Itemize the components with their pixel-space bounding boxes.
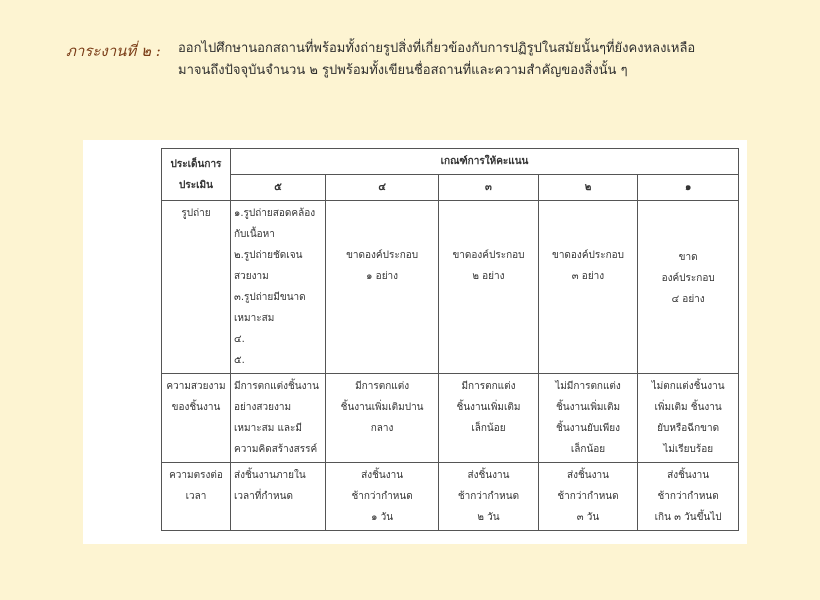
score-cell: [538, 463, 638, 531]
score-cell: [231, 374, 326, 463]
cell-line: ไม่เรียบร้อย: [663, 444, 714, 455]
cell-line: ๒.รูปถ่ายชัดเจน: [234, 250, 303, 261]
cell-line: เพิ่มเติม ชิ้นงาน: [654, 402, 722, 413]
cell-line: มีการตกแต่งชิ้นงาน: [234, 381, 319, 392]
cell-line: ๓.รูปถ่ายมีขนาด: [234, 292, 306, 303]
cell-line: ชิ้นงานเพิ่มเติม: [555, 402, 621, 413]
table-row: [162, 374, 739, 463]
score-cell: [638, 201, 739, 374]
cell-line: ช้ากว่ากำหนด: [657, 491, 719, 502]
cell-line: ขาดองค์ประกอบ: [346, 250, 419, 261]
cell-line: ช้ากว่ากำหนด: [457, 491, 520, 502]
task-line-2: มาจนถึงปัจจุบันจำนวน ๒ รูปพร้อมทั้งเขียนชื่อสถานที่และความสำคัญของสิ่งนั้น ๆ: [178, 63, 628, 78]
cell-line: กับเนื้อหา: [234, 229, 275, 240]
table-row: [162, 201, 739, 374]
cell-line: องค์ประกอบ: [661, 273, 715, 284]
criterion-cell: ความตรงต่อเวลา: [162, 463, 231, 531]
score-cell: [538, 374, 638, 463]
cell-line: ๔ อย่าง: [671, 294, 705, 305]
cell-line: ขาดองค์ประกอบ: [452, 250, 525, 261]
cell-line: ๒ อย่าง: [472, 271, 505, 282]
cell-line: สวยงาม: [234, 271, 269, 282]
cell-line: ๑ วัน: [371, 512, 394, 523]
score-header: ๓: [439, 175, 539, 201]
criterion-cell: ความสวยงามของชิ้นงาน: [162, 374, 231, 463]
cell-line: ๒ วัน: [477, 512, 500, 523]
cell-line: ชิ้นงานยับเพียง: [556, 423, 620, 434]
score-header: ๑: [638, 175, 739, 201]
task-label: ภาระงานที่ ๒ :: [66, 42, 161, 60]
cell-line: ส่งชิ้นงาน: [567, 470, 609, 481]
score-cell: [326, 463, 439, 531]
rubric-card: [83, 140, 747, 544]
score-cell: [439, 201, 539, 374]
cell-line: เกิน ๓ วันขึ้นไป: [654, 512, 722, 523]
score-header: ๒: [538, 175, 638, 201]
cell-line: อย่างสวยงาม: [234, 402, 292, 413]
rubric-table: [161, 148, 739, 531]
header-scoring: เกณฑ์การให้คะแนน: [231, 149, 739, 175]
score-cell: [638, 463, 739, 531]
cell-line: ๓ อย่าง: [571, 271, 605, 282]
cell-line: เหมาะสม: [234, 313, 275, 324]
header-criteria: ประเด็นการประเมิน: [162, 149, 231, 201]
cell-line: ความคิดสร้างสรรค์: [234, 444, 318, 455]
cell-line: เล็กน้อย: [570, 444, 606, 455]
cell-line: ขาดองค์ประกอบ: [551, 250, 625, 261]
cell-line: ชิ้นงานเพิ่มเติม: [456, 402, 521, 413]
criterion-cell: รูปถ่าย: [162, 201, 231, 374]
table-row: [162, 463, 739, 531]
task-description: [178, 38, 695, 82]
task-line-1: ออกไปศึกษานอกสถานที่พร้อมทั้งถ่ายรูปสิ่งที่เกี่ยวข้องกับการปฏิรูปในสมัยนั้นๆที่ยังคงหลงเหลือ: [178, 41, 696, 56]
score-cell: [439, 374, 539, 463]
cell-line: ช้ากว่ากำหนด: [351, 491, 413, 502]
cell-line: ยับหรือฉีกขาด: [657, 423, 720, 434]
score-cell: [538, 201, 638, 374]
score-cell: [638, 374, 739, 463]
score-cell: [326, 374, 439, 463]
cell-line: ไม่ตกแต่งชิ้นงาน: [651, 381, 725, 392]
rubric-body: [162, 201, 739, 531]
cell-line: ๑ อย่าง: [366, 271, 399, 282]
cell-line: ไม่มีการตกแต่ง: [555, 381, 621, 392]
cell-line: เวลาที่กำหนด: [234, 491, 293, 502]
cell-line: มีการตกแต่ง: [461, 381, 516, 392]
cell-line: เล็กน้อย: [471, 423, 506, 434]
cell-line: มีการตกแต่ง: [355, 381, 410, 392]
cell-line: ๕.: [234, 355, 245, 366]
task-instruction: [66, 38, 796, 82]
cell-line: กลาง: [370, 423, 394, 434]
score-cell: [231, 201, 326, 374]
cell-line: ส่งชิ้นงานภายใน: [234, 470, 306, 481]
cell-line: ๓ วัน: [576, 512, 600, 523]
cell-line: ๑.รูปถ่ายสอดคล้อง: [234, 208, 316, 219]
score-cell: [439, 463, 539, 531]
score-header: ๕: [231, 175, 326, 201]
score-cell: [326, 201, 439, 374]
score-header: ๔: [326, 175, 439, 201]
cell-line: ส่งชิ้นงาน: [361, 470, 404, 481]
cell-line: ส่งชิ้นงาน: [667, 470, 710, 481]
cell-line: ส่งชิ้นงาน: [467, 470, 510, 481]
score-cell: [231, 463, 326, 531]
cell-line: ขาด: [678, 252, 698, 263]
cell-line: ชิ้นงานเพิ่มเติมปาน: [340, 402, 424, 413]
cell-line: ช้ากว่ากำหนด: [557, 491, 619, 502]
cell-line: ๔.: [234, 334, 245, 345]
cell-line: เหมาะสม และมี: [234, 423, 302, 434]
